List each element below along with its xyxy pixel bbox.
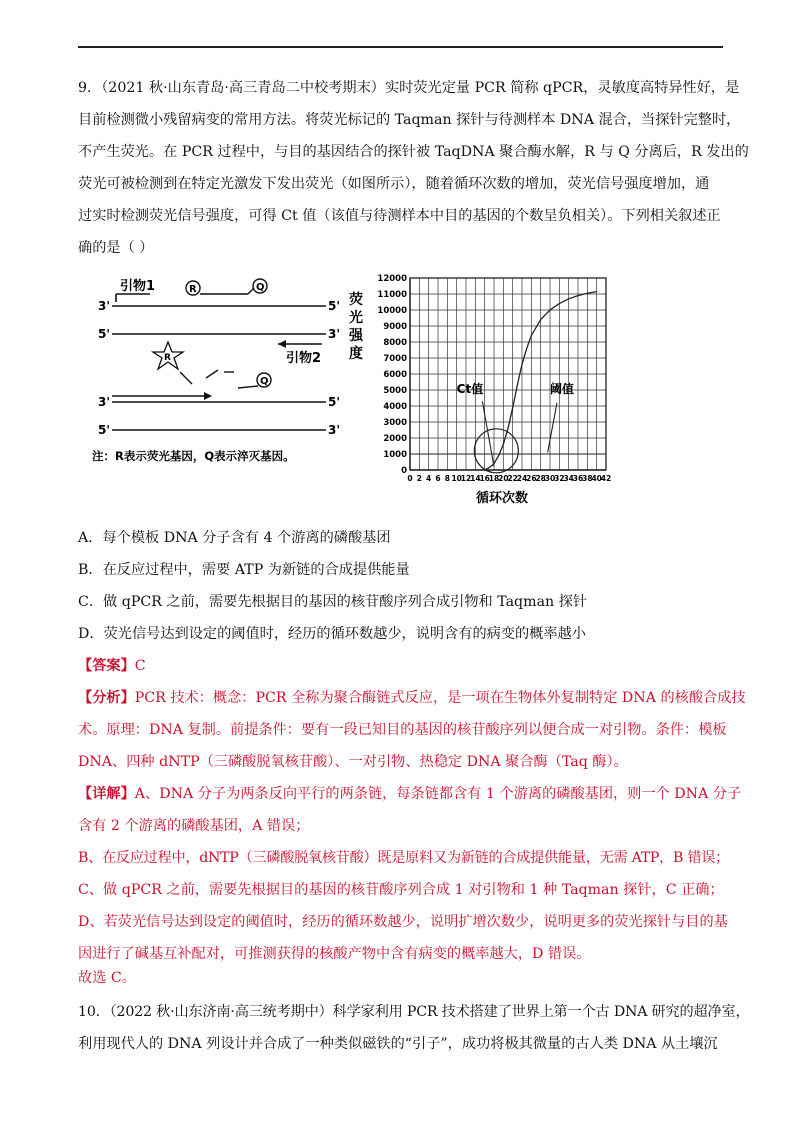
q9-line: 不产生荧光。在 PCR 过程中，与目的基因结合的探针被 TaqDNA 聚合酶水解，R 与 Q 分离后，R 发出的: [78, 144, 749, 160]
y-tick-label: 1000: [383, 450, 407, 460]
y-tick-label: 0: [401, 466, 407, 476]
x-tick-label: 10: [451, 474, 462, 483]
q-label: Q: [256, 282, 265, 293]
y-axis-label-char: 度: [349, 346, 363, 362]
x-tick-label: 42: [600, 474, 612, 483]
x-tick-label: 22: [507, 474, 518, 483]
analysis-line: [78, 688, 746, 708]
x-tick-label: 12: [460, 474, 472, 483]
end-label: 3': [98, 299, 111, 313]
y-tick-labels: [377, 274, 407, 476]
q10-line: 利用现代人的 DNA 列设计并合成了一种类似磁铁的“引子”，成功将极其微量的古人类 DNA 从土壤沉: [78, 1036, 718, 1052]
y-tick-label: 6000: [383, 370, 407, 380]
analysis-text: PCR 技术：概念：PCR 全称为聚合酶链式反应，是一项在生物体外复制特定 DNA 的核酸合成技: [134, 690, 746, 706]
y-axis-label: [348, 291, 364, 362]
y-tick-label: 4000: [383, 402, 407, 412]
x-tick-label: 36: [572, 474, 584, 483]
x-axis-label: 循环次数: [475, 491, 529, 506]
ct-annotation: Ct值: [456, 382, 484, 397]
y-tick-label: 7000: [383, 354, 407, 364]
x-tick-label: 34: [563, 474, 574, 483]
primer2-label: 引物2: [286, 351, 322, 366]
detail-text: A、DNA 分子为两条反向平行的两条链，每条链都含有 1 个游离的磷酸基团，则一个 DNA 分子: [134, 786, 742, 802]
probe-fragment: [206, 370, 218, 378]
option-c: C．做 qPCR 之前，需要先根据目的基因的核苷酸序列合成引物和 Taqman 探针: [78, 594, 588, 610]
answer-value: C: [134, 658, 146, 674]
x-tick-label: 8: [444, 474, 450, 483]
x-tick-label: 30: [544, 474, 556, 483]
y-tick-label: 11000: [377, 290, 407, 300]
figure-note: 注：R表示荧光基因，Q表示淬灭基因。: [92, 449, 295, 463]
x-tick-label: 4: [426, 474, 432, 483]
x-tick-label: 32: [554, 474, 565, 483]
x-tick-labels: [407, 474, 611, 483]
y-axis-label-char: 光: [349, 310, 363, 326]
detail-line: 故选 C。: [78, 970, 136, 986]
y-tick-label: 10000: [377, 306, 407, 316]
x-tick-label: 24: [516, 474, 528, 483]
y-tick-label: 12000: [377, 274, 407, 284]
q9-line: 荧光可被检测到在特定光激发下发出荧光（如图所示），随着循环次数的增加，荧光信号强度增加，通: [78, 176, 710, 192]
probe-diagram: [88, 272, 368, 472]
x-tick-label: 6: [435, 474, 441, 483]
detail-line: [78, 784, 742, 804]
detail-line: B、在反应过程中，dNTP（三磷酸脱氧核苷酸）既是原料又为新链的合成提供能量，无需 ATP，B 错误；: [78, 850, 730, 866]
x-tick-label: 28: [535, 474, 546, 483]
detail-tag: 【详解】: [78, 786, 135, 802]
y-tick-label: 3000: [383, 418, 407, 428]
new-strand-arrowhead: [204, 392, 212, 400]
x-tick-label: 14: [470, 474, 481, 483]
analysis-tag: 【分析】: [78, 690, 135, 706]
x-tick-label: 0: [407, 474, 413, 483]
y-axis-label-char: 强: [349, 328, 363, 344]
x-tick-label: 20: [498, 474, 509, 483]
ct-pointer: [482, 401, 494, 467]
threshold-annotation: 阈值: [550, 382, 575, 397]
y-axis-label-char: 荧: [349, 292, 363, 308]
option-a: A．每个模板 DNA 分子含有 4 个游离的磷酸基团: [78, 530, 391, 546]
qpcr-chart: [342, 270, 627, 515]
y-tick-label: 5000: [383, 386, 407, 396]
probe-fragment: [180, 372, 192, 384]
end-label: 5': [98, 327, 111, 341]
r-label: R: [164, 353, 171, 363]
y-tick-label: 9000: [383, 322, 407, 332]
threshold-pointer: [548, 403, 557, 453]
end-label: 5': [98, 423, 111, 437]
answer-line: [78, 656, 738, 676]
q9-line: 过实时检测荧光信号强度，可得 Ct 值（该值与待测样本中目的基因的个数呈负相关）。下列相关叙述正: [78, 208, 721, 224]
q9-line: 9．（2021 秋·山东青岛·高三青岛二中校考期末）实时荧光定量 PCR 简称 qPCR，灵敏度高特异性好，是: [78, 80, 740, 96]
x-tick-label: 38: [582, 474, 593, 483]
x-tick-label: 26: [526, 474, 537, 483]
option-b: B．在反应过程中，需要 ATP 为新链的合成提供能量: [78, 562, 410, 578]
y-tick-label: 8000: [383, 338, 407, 348]
detail-line: C、做 qPCR 之前，需要先根据目的基因的核苷酸序列合成 1 对引物和 1 种 Taqman 探针，C 正确；: [78, 882, 724, 898]
primer1-label: 引物1: [120, 279, 156, 294]
x-tick-label: 40: [591, 474, 602, 483]
analysis-line: 术。原理：DNA 复制。前提条件：要有一段已知目的基因的核苷酸序列以便合成一对引物。条件：模板: [78, 722, 727, 738]
option-d: D．荧光信号达到设定的阈值时，经历的循环数越少，说明含有的病变的概率越小: [78, 626, 586, 642]
end-label: 3': [328, 423, 341, 437]
q10-line: 10．（2022 秋·山东济南·高三统考期中）科学家利用 PCR 技术搭建了世界上第一个古 DNA 研究的超净室，: [78, 1004, 750, 1020]
x-tick-label: 16: [479, 474, 490, 483]
primer2-arrowhead: [278, 340, 286, 348]
detail-line: D、若荧光信号达到设定的阈值时，经历的循环数越少，说明扩增次数少，说明更多的荧光探针与目的基: [78, 914, 728, 930]
q9-line: 确的是（ ）: [78, 240, 154, 256]
probe-fragment: [238, 386, 258, 388]
y-tick-label: 2000: [383, 434, 407, 444]
ct-highlight-circle: [474, 429, 518, 473]
q-label: Q: [260, 376, 269, 387]
q9-line: 目前检测微小残留病变的常用方法。将荧光标记的 Taqman 探针与待测样本 DNA 混合，当探针完整时，: [78, 112, 741, 128]
x-tick-label: 2: [416, 474, 422, 483]
r-label: R: [189, 284, 197, 295]
header-rule: [78, 46, 723, 48]
detail-line: 因进行了碱基互补配对，可推测获得的核酸产物中含有病变的概率越大，D 错误。: [78, 946, 591, 962]
chart-grid: [410, 278, 606, 470]
answer-tag: 【答案】: [78, 658, 135, 674]
end-label: 5': [328, 395, 341, 409]
end-label: 5': [328, 299, 341, 313]
analysis-line: DNA、四种 dNTP（三磷酸脱氧核苷酸）、一对引物、热稳定 DNA 聚合酶（Taq 酶）。: [78, 754, 628, 770]
detail-line: 含有 2 个游离的磷酸基团，A 错误；: [78, 818, 310, 834]
x-tick-label: 18: [488, 474, 500, 483]
end-label: 3': [328, 327, 341, 341]
end-label: 3': [98, 395, 111, 409]
